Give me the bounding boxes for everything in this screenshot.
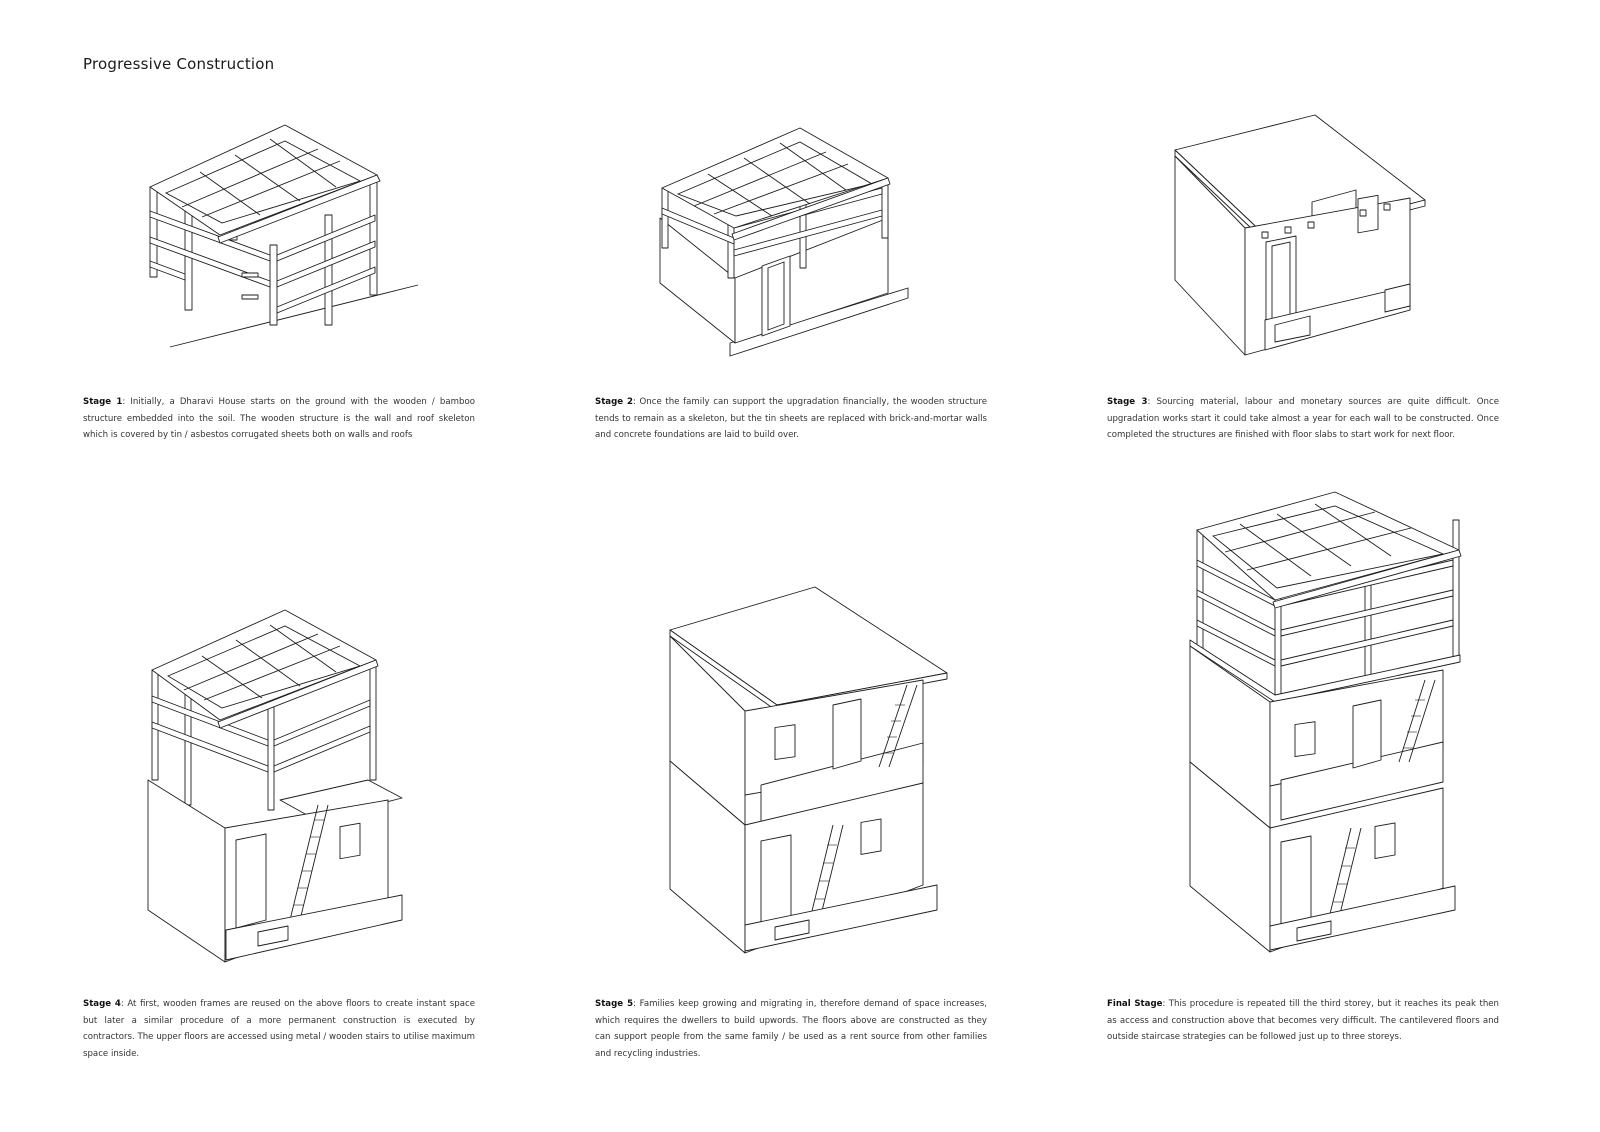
stage-3-text: : Sourcing material, labour and monetary sources are quite difficult. Once upgradation works start it could take almost a year for each wall to be constructed. Once completed the structures are finished with floor slabs to start work for next floor. [1107,397,1499,440]
page-title: Progressive Construction [83,55,275,73]
stage-5-drawing [665,585,955,960]
stage-3-label: Stage 3 [1107,397,1148,407]
stage-2-caption [595,394,987,444]
stage-3-caption [1107,394,1499,444]
door-frame [236,834,266,928]
stage-1-label: Stage 1 [83,397,123,407]
stage-1-text: : Initially, a Dharavi House starts on the ground with the wooden / bamboo structure embedded into the soil. The wooden structure is the wall and roof skeleton which is covered by tin / asbestos corrugated sheets both on walls and roofs [83,397,475,440]
middle-door [1353,700,1381,768]
final-stage-label: Final Stage [1107,999,1163,1009]
wall-left [148,780,225,962]
lower-window [861,819,881,855]
stage-1-caption [83,394,475,444]
stage-5-text: : Families keep growing and migrating in, therefore demand of space increases, which requires the dwellers to build upwords. The floors above are constructed as they can support people from the same family / be used as a rent source from other families and recycling industries. [595,999,987,1059]
stage-5-label: Stage 5 [595,999,634,1009]
final-stage-drawing [1185,490,1475,960]
stage-2-drawing [650,118,930,363]
stage-4-text: : At first, wooden frames are reused on the above floors to create instant space but later a similar procedure of a more permanent construction is executed by contractors. The upper floors are accessed using metal / wooden stairs to utilise maximum space inside. [83,999,475,1059]
stage-1-drawing [140,115,440,355]
roof-grid [1197,492,1461,608]
stage-2-label: Stage 2 [595,397,633,407]
lower-door [761,835,791,929]
stage-4-drawing [140,600,420,970]
window [340,823,360,859]
stage-3-drawing [1170,110,1430,365]
upper-window [775,725,795,760]
stage-2-text: : Once the family can support the upgradation financially, the wooden structure tends to remain as a skeleton, but the tin sheets are replaced with brick-and-mortar walls and concrete foundations are laid to build over. [595,397,987,440]
lower-door [1281,836,1311,930]
final-stage-caption [1107,996,1499,1046]
final-stage-text: : This procedure is repeated till the third storey, but it reaches its peak then as access and construction above that becomes very difficult. The cantilevered floors and outside staircase strategies can be followed just up to three storeys. [1107,999,1500,1042]
middle-window [1295,722,1315,757]
stage-4-label: Stage 4 [83,999,121,1009]
door-frame [762,256,790,336]
stage-4-caption [83,996,475,1062]
ground-line [170,285,418,347]
lower-window [1375,823,1395,859]
stage-5-caption [595,996,987,1062]
upper-door [833,699,861,769]
